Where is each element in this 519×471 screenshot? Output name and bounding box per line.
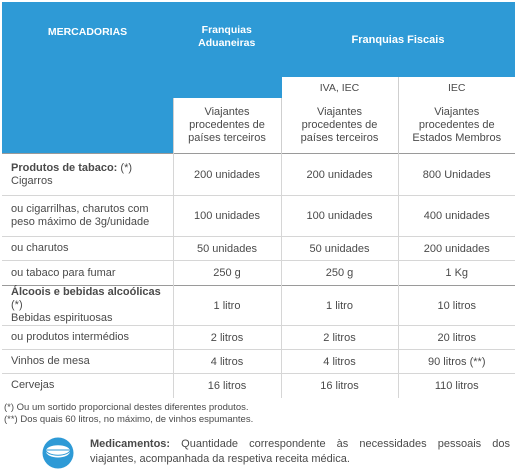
header-franquias-fiscais: Franquias Fiscais <box>281 2 515 77</box>
footnote-2: (**) Dos quais 60 litros, no máximo, de vinhos espumantes. <box>4 413 254 425</box>
table-row <box>2 326 515 350</box>
cell-aduaneiras: 1 litro <box>173 286 281 326</box>
row-label: ou tabaco para fumar <box>2 261 173 286</box>
cell-iec: 400 unidades <box>398 196 515 237</box>
row-label <box>2 196 173 237</box>
pill-icon <box>40 436 76 470</box>
header-mercadorias: MERCADORIAS <box>2 2 173 98</box>
cell-iec: 200 unidades <box>398 237 515 261</box>
header-franquias-aduaneiras <box>173 2 281 98</box>
table-row <box>2 350 515 374</box>
cell-aduaneiras: 2 litros <box>173 326 281 350</box>
footnotes <box>4 402 253 425</box>
subheader-iec: IEC <box>398 77 515 98</box>
desc-line: procedentes de <box>189 119 265 131</box>
cell-iva-iec: 2 litros <box>281 326 398 350</box>
table-row <box>2 196 515 237</box>
footnote-1: (*) Ou um sortido proporcional destes diferentes produtos. <box>4 402 249 413</box>
group-heading: Produtos de tabaco: <box>11 161 118 174</box>
header-aduaneiras-line2: Aduaneiras <box>198 37 256 49</box>
row-label-text-2: peso máximo de 3g/unidade <box>11 216 150 228</box>
cell-iva-iec: 16 litros <box>281 374 398 398</box>
row-label: Vinhos de mesa <box>2 350 173 374</box>
cell-iva-iec: 4 litros <box>281 350 398 374</box>
row-label: ou produtos intermédios <box>2 326 173 350</box>
table-row <box>2 154 515 196</box>
header-aduaneiras-line1: Franquias <box>201 24 252 36</box>
cell-iva-iec: 50 unidades <box>281 237 398 261</box>
group-heading: Álcoois e bebidas alcoólicas <box>11 286 161 298</box>
cell-aduaneiras: 4 litros <box>173 350 281 374</box>
cell-iec: 90 litros (**) <box>398 350 515 374</box>
row-label <box>2 286 173 326</box>
cell-iec: 20 litros <box>398 326 515 350</box>
desc-line: Viajantes <box>434 106 480 118</box>
cell-aduaneiras: 200 unidades <box>173 154 281 196</box>
cell-iva-iec: 1 litro <box>281 286 398 326</box>
header-blue-filler <box>2 98 173 154</box>
row-label-text: Cigarros <box>11 174 53 187</box>
cell-aduaneiras: 50 unidades <box>173 237 281 261</box>
desc-col-iec <box>398 98 515 154</box>
cell-iec: 110 litros <box>398 374 515 398</box>
desc-line: Estados Membros <box>412 132 502 144</box>
desc-line: procedentes de <box>418 119 495 131</box>
desc-line: Viajantes <box>204 106 250 118</box>
medicamentos-note <box>90 437 510 467</box>
table-row <box>2 261 515 286</box>
cell-iec: 800 Unidades <box>398 154 515 196</box>
row-label: Cervejas <box>2 374 173 398</box>
desc-line: países terceiros <box>188 132 266 144</box>
cell-iec: 10 litros <box>398 286 515 326</box>
desc-col-aduaneiras <box>173 98 281 154</box>
cell-aduaneiras: 250 g <box>173 261 281 286</box>
group-heading-note: (*) <box>11 299 23 311</box>
desc-line: procedentes de <box>301 119 378 131</box>
table-row <box>2 374 515 398</box>
cell-iec: 1 Kg <box>398 261 515 286</box>
table-row <box>2 237 515 261</box>
row-label-text: ou cigarrilhas, charutos com <box>11 203 149 215</box>
row-label-text: Bebidas espirituosas <box>11 312 113 324</box>
franchise-table <box>2 2 515 398</box>
subheader-iva-iec: IVA, IEC <box>281 77 398 98</box>
table-row <box>2 286 515 326</box>
medicamentos-label: Medicamentos: <box>90 438 171 450</box>
desc-col-iva-iec <box>281 98 398 154</box>
desc-line: países terceiros <box>300 132 379 144</box>
row-label <box>2 154 173 196</box>
cell-aduaneiras: 100 unidades <box>173 196 281 237</box>
cell-iva-iec: 200 unidades <box>281 154 398 196</box>
cell-iva-iec: 100 unidades <box>281 196 398 237</box>
row-label: ou charutos <box>2 237 173 261</box>
medicamentos-text: Quantidade correspondente às necessidades pessoais dos viajantes, acompanhada da respetiva receita médica. <box>90 438 510 465</box>
group-heading-note: (*) <box>117 161 133 174</box>
desc-line: Viajantes <box>316 106 363 118</box>
cell-iva-iec: 250 g <box>281 261 398 286</box>
cell-aduaneiras: 16 litros <box>173 374 281 398</box>
